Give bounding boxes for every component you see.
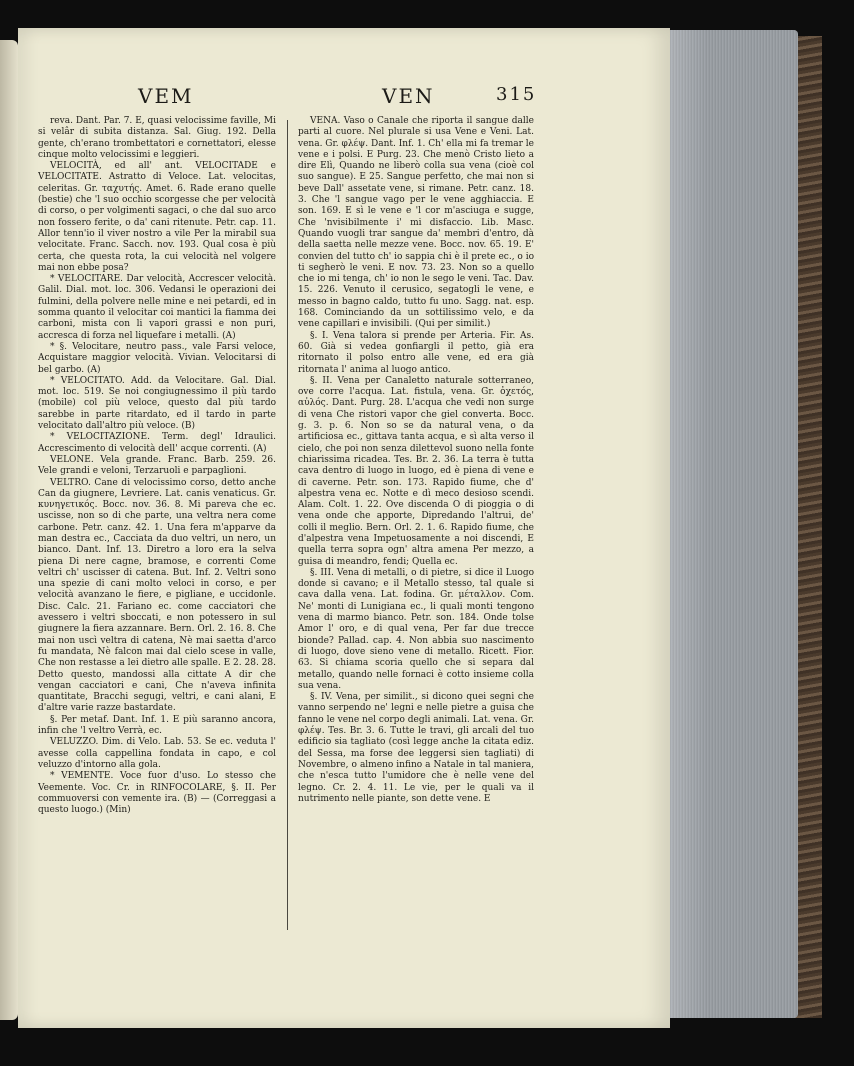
entry-paragraph: §. I. Vena talora si prende per Arteria. Fir. As. 60. Già si vedea gonfiargli il petto, già era ritornato il polso entro alle vene, ed era già ritornata l' anima al luogo antico. — [298, 330, 534, 375]
page-block-edge — [668, 30, 798, 1018]
entry-paragraph: VELUZZO. Dim. di Velo. Lab. 53. Se ec. veduta l' avesse colla cappellina fondata in capo, e col veluzzo d'intorno alla gola. — [38, 737, 276, 770]
entry-paragraph: §. II. Vena per Canaletto naturale sotterraneo, ove corre l'acqua. Lat. fistula, vena. Gr. ὀχετός, αὐλός. Dant. Purg. 28. L'acqua che vedi non surge di vena Che ristori vapor che giel converta. Bocc. g. 3. p. 6. Non so se da natural vena, o da artificiosa ec., gittava tanta acqua, e sì alta verso il cielo, che poi non senza dilettevol suono nella fonte chiarissima ricadea. Tes. Br. 2. 36. La terra è tutta cava dentro di luogo in luogo, ed è piena di vene e di caverne. Petr. son. 173. Rapido fiume, che d' alpestra vena ec. Notte e dì meco desioso scendi. Alam. Colt. 1. 22. Ove discenda O di pioggia o di vena onde che apporte, Dipredando l'altrui, de' colli il meglio. Bern. Orl. 2. 1. 6. Rapido fiume, che d'alpestra vena Impetuosamente a noi discendi, E quella terra sopra ogn' altra amena Per mezzo, a guisa di meandro, fendi; Quella ec. — [298, 375, 534, 567]
entry-paragraph: * VEMENTE. Voce fuor d'uso. Lo stesso che Veemente. Voc. Cr. in RINFOCOLARE, §. II. Per commuoversi con vemente ira. (B) — (Correggasi a questo luogo.) (Min) — [38, 771, 276, 816]
running-head-left: VEM — [138, 84, 194, 108]
entry-paragraph: * §. Velocitare, neutro pass., vale Farsi veloce, Acquistare maggior velocità. Vivian. Velocitarsi di bel garbo. (A) — [38, 341, 276, 375]
entry-paragraph: * VELOCITARE. Dar velocità, Accrescer velocità. Galil. Dial. mot. loc. 306. Vedansi le operazioni dei fulmini, della polvere nelle mine e nei petardi, ed in somma quanto il velocitar coi mantici la fiamma dei carboni, mista con li vapori grassi e non puri, accresca di forza nel liquefare i metalli. (A) — [38, 274, 276, 341]
facing-page-edge — [0, 40, 18, 1020]
entry-paragraph: reva. Dant. Par. 7. E, quasi velocissime faville, Mi si velâr di subita distanza. Sal. Giug. 192. Della gente, ch'erano trombettatori e cornettatori, elesse cinque molto velocissimi e leggieri. — [38, 116, 276, 160]
entry-paragraph: §. Per metaf. Dant. Inf. 1. E più saranno ancora, infin che 'l veltro Verrà, ec. — [38, 714, 276, 737]
page-block-highlight — [668, 30, 708, 1018]
entry-paragraph: §. IV. Vena, per similit., si dicono quei segni che vanno serpendo ne' legni e nelle pietre a guisa che fanno le vene nel corpo degli animali. Lat. vena. Gr. φλέψ. Tes. Br. 3. 6. Tutte le travi, gli arcali del tuo edificio sia tagliato (così legge anche la citata ediz. del Sessa, ma forse dee leggersi sien tagliati) di Novembre, o almeno infino a Natale in tal maniera, che n'esca tutto l'umidore che è nelle vene del legno. Cr. 2. 4. 11. Le vie, per le quali va il nutrimento nelle piante, son dette vene. E — [298, 692, 534, 804]
left-text-column — [38, 116, 276, 936]
page-number: 315 — [496, 84, 537, 105]
column-divider — [287, 120, 288, 930]
entry-paragraph: VELONE. Vela grande. Franc. Barb. 259. 26. Vele grandi e veloni, Terzaruoli e parpaglioni. — [38, 454, 276, 477]
entry-paragraph: §. III. Vena di metalli, o di pietre, si dice il Luogo donde si cavano; e il Metallo stesso, tal quale si cava dalla vena. Lat. fodina. Gr. μέταλλον. Com. Ne' monti di Lunigiana ec., li quali monti tengono vena di marmo bianco. Petr. son. 184. Onde tolse Amor l' oro, e di qual vena, Per far due trecce bionde? Pallad. cap. 4. Non abbia suo nascimento di luogo, dove sieno vene di metallo. Ricett. Fior. 63. Si chiama scoria quello che si separa dal metallo, quando nelle fornaci è cotto insieme colla sua vena. — [298, 567, 534, 691]
entry-paragraph: VENA. Vaso o Canale che riporta il sangue dalle parti al cuore. Nel plurale si usa Vene e Veni. Lat. vena. Gr. φλέψ. Dant. Inf. 1. Ch' ella mi fa tremar le vene e i polsi. E Purg. 23. Che menò Cristo lieto a dire Elì, Quando ne liberò colla sua vena (cioè col suo sangue). E 25. Sangue perfetto, che mai non si beve Dall' assetate vene, si rimane. Petr. canz. 18. 3. Che 'l sangue vago per le vene agghiaccia. E son. 169. E sì le vene e 'l cor m'asciuga e sugge, Che 'nvisibilmente i' mi disfaccio. Lib. Masc. Quando vuogli trar sangue da' membri d'entro, dà della saetta nelle mezze vene. Bocc. nov. 65. 19. E' convien del tutto ch' io sappia chi è il prete ec., o io ti segherò le veni. E nov. 73. 23. Non so a quello che io mi tenga, ch' io non le sego le veni. Tac. Dav. 15. 226. Venuto il cerusico, segatogli le vene, e messo in bagno caldo, tutto fu uno. Sagg. nat. esp. 168. Cominciando da un sottilissimo velo, e da vene capillari e invisibili. (Qui per similit.) — [298, 116, 534, 330]
running-head-center: VEN — [382, 84, 435, 108]
entry-paragraph: VELOCITÀ, ed all' ant. VELOCITADE e VELOCITATE. Astratto di Veloce. Lat. velocitas, celeritas. Gr. ταχυτής. Amet. 6. Rade erano quelle (bestie) che 'l suo occhio scorgesse che per velocità di corso, o per volgimenti sagaci, o che dal suo arco non fossero ferite, o da' cani ritenute. Petr. cap. 11. Allor tenn'io il viver nostro a vile Per la mirabil sua velocitate. Franc. Sacch. nov. 193. Qual cosa è più certa, che questa rota, la cui velocità nel volgere mai non ebbe posa? — [38, 161, 276, 273]
right-text-column — [298, 116, 534, 936]
entry-paragraph: * VELOCITAZIONE. Term. degl' Idraulici. Accrescimento di velocità dell' acque correnti. (A) — [38, 432, 276, 454]
entry-paragraph: VELTRO. Cane di velocissimo corso, detto anche Can da giugnere, Levriere. Lat. canis venaticus. Gr. κυνηγετικός. Bocc. nov. 36. 8. Mi pareva che ec. uscisse, non so di che parte, una veltra nera come carbone. Petr. canz. 42. 1. Una fera m'apparve da man destra ec., Cacciata da duo veltri, un nero, un bianco. Dant. Inf. 13. Diretro a loro era la selva piena Di nere cagne, bramose, e correnti Come veltri ch' uscisser di catena. But. Inf. 2. Veltri sono una spezie di cani molto veloci in corso, e per velocità avanzano le fiere, e pigliane, e uccidonle. Disc. Calc. 21. Fariano ec. come cacciatori che avessero i veltri sboccati, e non potessero in sul giugnere la fiera azzannare. Bern. Orl. 2. 16. 8. Che mai non uscì veltra di catena, Nè mai saetta d'arco fu mandata, Nè falcon mai dal cielo scese in valle, Che non restasse a lei dietro alle spalle. E 2. 28. 28. Detto questo, mandossi alla cittate A dir che vengan cacciatori e cani, Che n'aveva infinita quantitate, Bracchi segugi, veltri, e cani alani, E d'altre varie razze bastardate. — [38, 477, 276, 714]
entry-paragraph: * VELOCITATO. Add. da Velocitare. Gal. Dial. mot. loc. 519. Se noi congiugnessimo il più tardo (mobile) col più veloce, questo dal più tardo sarebbe in parte ritardato, ed il tardo in parte velocitato dall'altro più veloce. (B) — [38, 375, 276, 432]
